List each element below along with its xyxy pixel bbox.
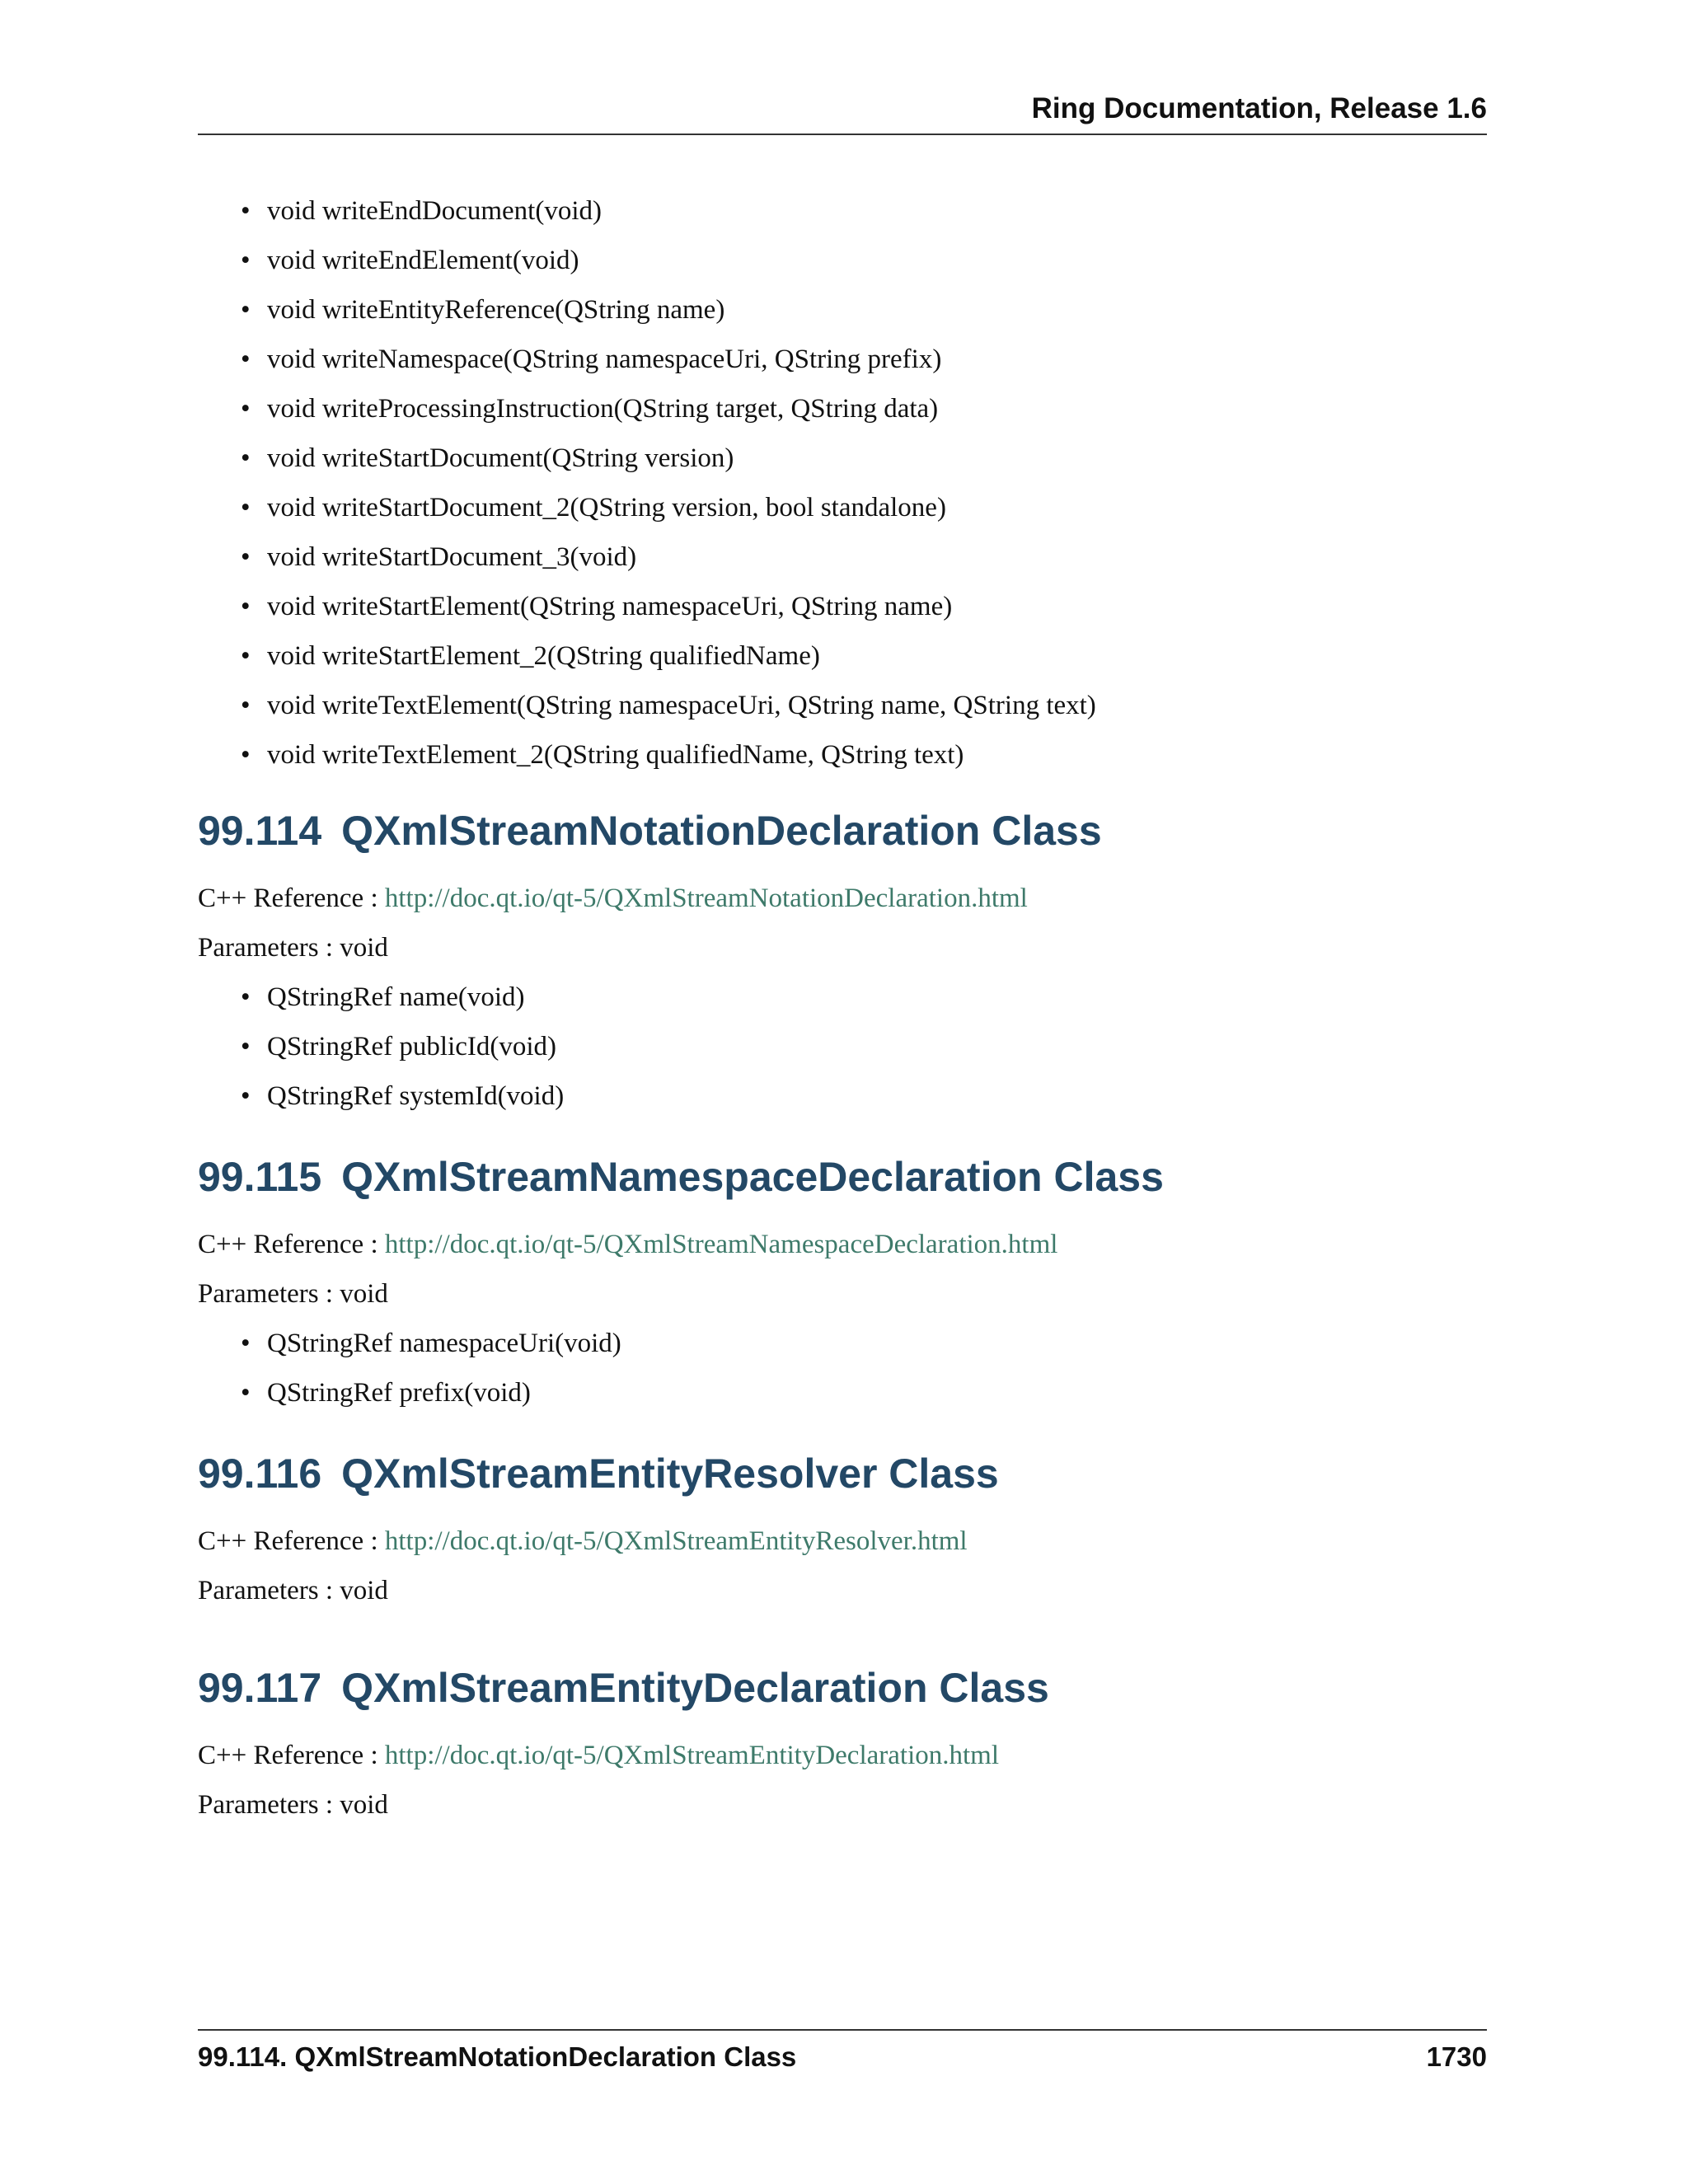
page-header <box>198 91 1487 135</box>
list-item: • void writeEndDocument(void) <box>241 194 1487 227</box>
section-99-116 <box>198 1447 1487 1607</box>
method-list <box>198 981 1487 1113</box>
list-item: • void writeEntityReference(QString name) <box>241 293 1487 326</box>
list-item: • void writeStartDocument_3(void) <box>241 541 1487 574</box>
page-footer <box>198 2029 1487 2075</box>
section-heading <box>198 1661 1487 1714</box>
section-heading <box>198 1447 1487 1500</box>
list-item: • void writeTextElement_2(QString qualifiedName, QString text) <box>241 738 1487 771</box>
list-item: • void writeProcessingInstruction(QString target, QString data) <box>241 392 1487 425</box>
page-number: 1730 <box>1426 2041 1487 2072</box>
cpp-reference-link[interactable]: http://doc.qt.io/qt-5/QXmlStreamNamespaceDeclaration.html <box>384 1230 1058 1259</box>
list-item: • void writeStartDocument_2(QString version, bool standalone) <box>241 491 1487 524</box>
parameters-line: Parameters : void <box>198 1576 388 1605</box>
intro-method-list <box>198 194 1487 771</box>
list-item: • void writeNamespace(QString namespaceUri, QString prefix) <box>241 343 1487 376</box>
cpp-reference-link[interactable]: http://doc.qt.io/qt-5/QXmlStreamNotationDeclaration.html <box>384 883 1028 913</box>
section-title: QXmlStreamEntityResolver Class <box>341 1451 999 1497</box>
list-item: • QStringRef prefix(void) <box>241 1376 1487 1409</box>
doc-title: Ring Documentation, Release 1.6 <box>1031 92 1487 124</box>
list-item: • void writeStartDocument(QString version) <box>241 442 1487 475</box>
section-title: QXmlStreamNotationDeclaration Class <box>341 808 1102 854</box>
section-title: QXmlStreamNamespaceDeclaration Class <box>341 1154 1164 1200</box>
section-number: 99.115 <box>198 1154 322 1200</box>
list-item: • void writeStartElement(QString namespaceUri, QString name) <box>241 590 1487 623</box>
section-number: 99.114 <box>198 808 322 854</box>
cpp-reference: C++ Reference : http://doc.qt.io/qt-5/QXmlStreamNotationDeclaration.html <box>198 883 1028 913</box>
list-item: • QStringRef publicId(void) <box>241 1030 1487 1063</box>
section-99-114 <box>198 804 1487 1113</box>
footer-section-title: 99.114. QXmlStreamNotationDeclaration Class <box>198 2041 797 2072</box>
cpp-reference-link[interactable]: http://doc.qt.io/qt-5/QXmlStreamEntityResolver.html <box>384 1526 968 1556</box>
parameters-line: Parameters : void <box>198 1279 388 1309</box>
cpp-reference-link[interactable]: http://doc.qt.io/qt-5/QXmlStreamEntityDeclaration.html <box>384 1741 1000 1770</box>
method-list <box>198 1327 1487 1409</box>
section-99-115 <box>198 1151 1487 1409</box>
page-content <box>198 194 1487 1838</box>
list-item: • void writeTextElement(QString namespaceUri, QString name, QString text) <box>241 689 1487 722</box>
section-heading <box>198 804 1487 857</box>
section-heading <box>198 1151 1487 1203</box>
parameters-line: Parameters : void <box>198 1790 388 1820</box>
list-item: • QStringRef name(void) <box>241 981 1487 1014</box>
cpp-reference: C++ Reference : http://doc.qt.io/qt-5/QXmlStreamNamespaceDeclaration.html <box>198 1230 1058 1259</box>
cpp-reference: C++ Reference : http://doc.qt.io/qt-5/QXmlStreamEntityResolver.html <box>198 1526 968 1556</box>
section-title: QXmlStreamEntityDeclaration Class <box>341 1665 1049 1711</box>
section-number: 99.116 <box>198 1451 322 1497</box>
list-item: • void writeEndElement(void) <box>241 244 1487 277</box>
section-99-117 <box>198 1661 1487 1821</box>
list-item: • QStringRef systemId(void) <box>241 1080 1487 1113</box>
list-item: • QStringRef namespaceUri(void) <box>241 1327 1487 1360</box>
cpp-reference: C++ Reference : http://doc.qt.io/qt-5/QXmlStreamEntityDeclaration.html <box>198 1741 1000 1770</box>
section-number: 99.117 <box>198 1665 322 1711</box>
list-item: • void writeStartElement_2(QString qualifiedName) <box>241 640 1487 673</box>
parameters-line: Parameters : void <box>198 933 388 963</box>
